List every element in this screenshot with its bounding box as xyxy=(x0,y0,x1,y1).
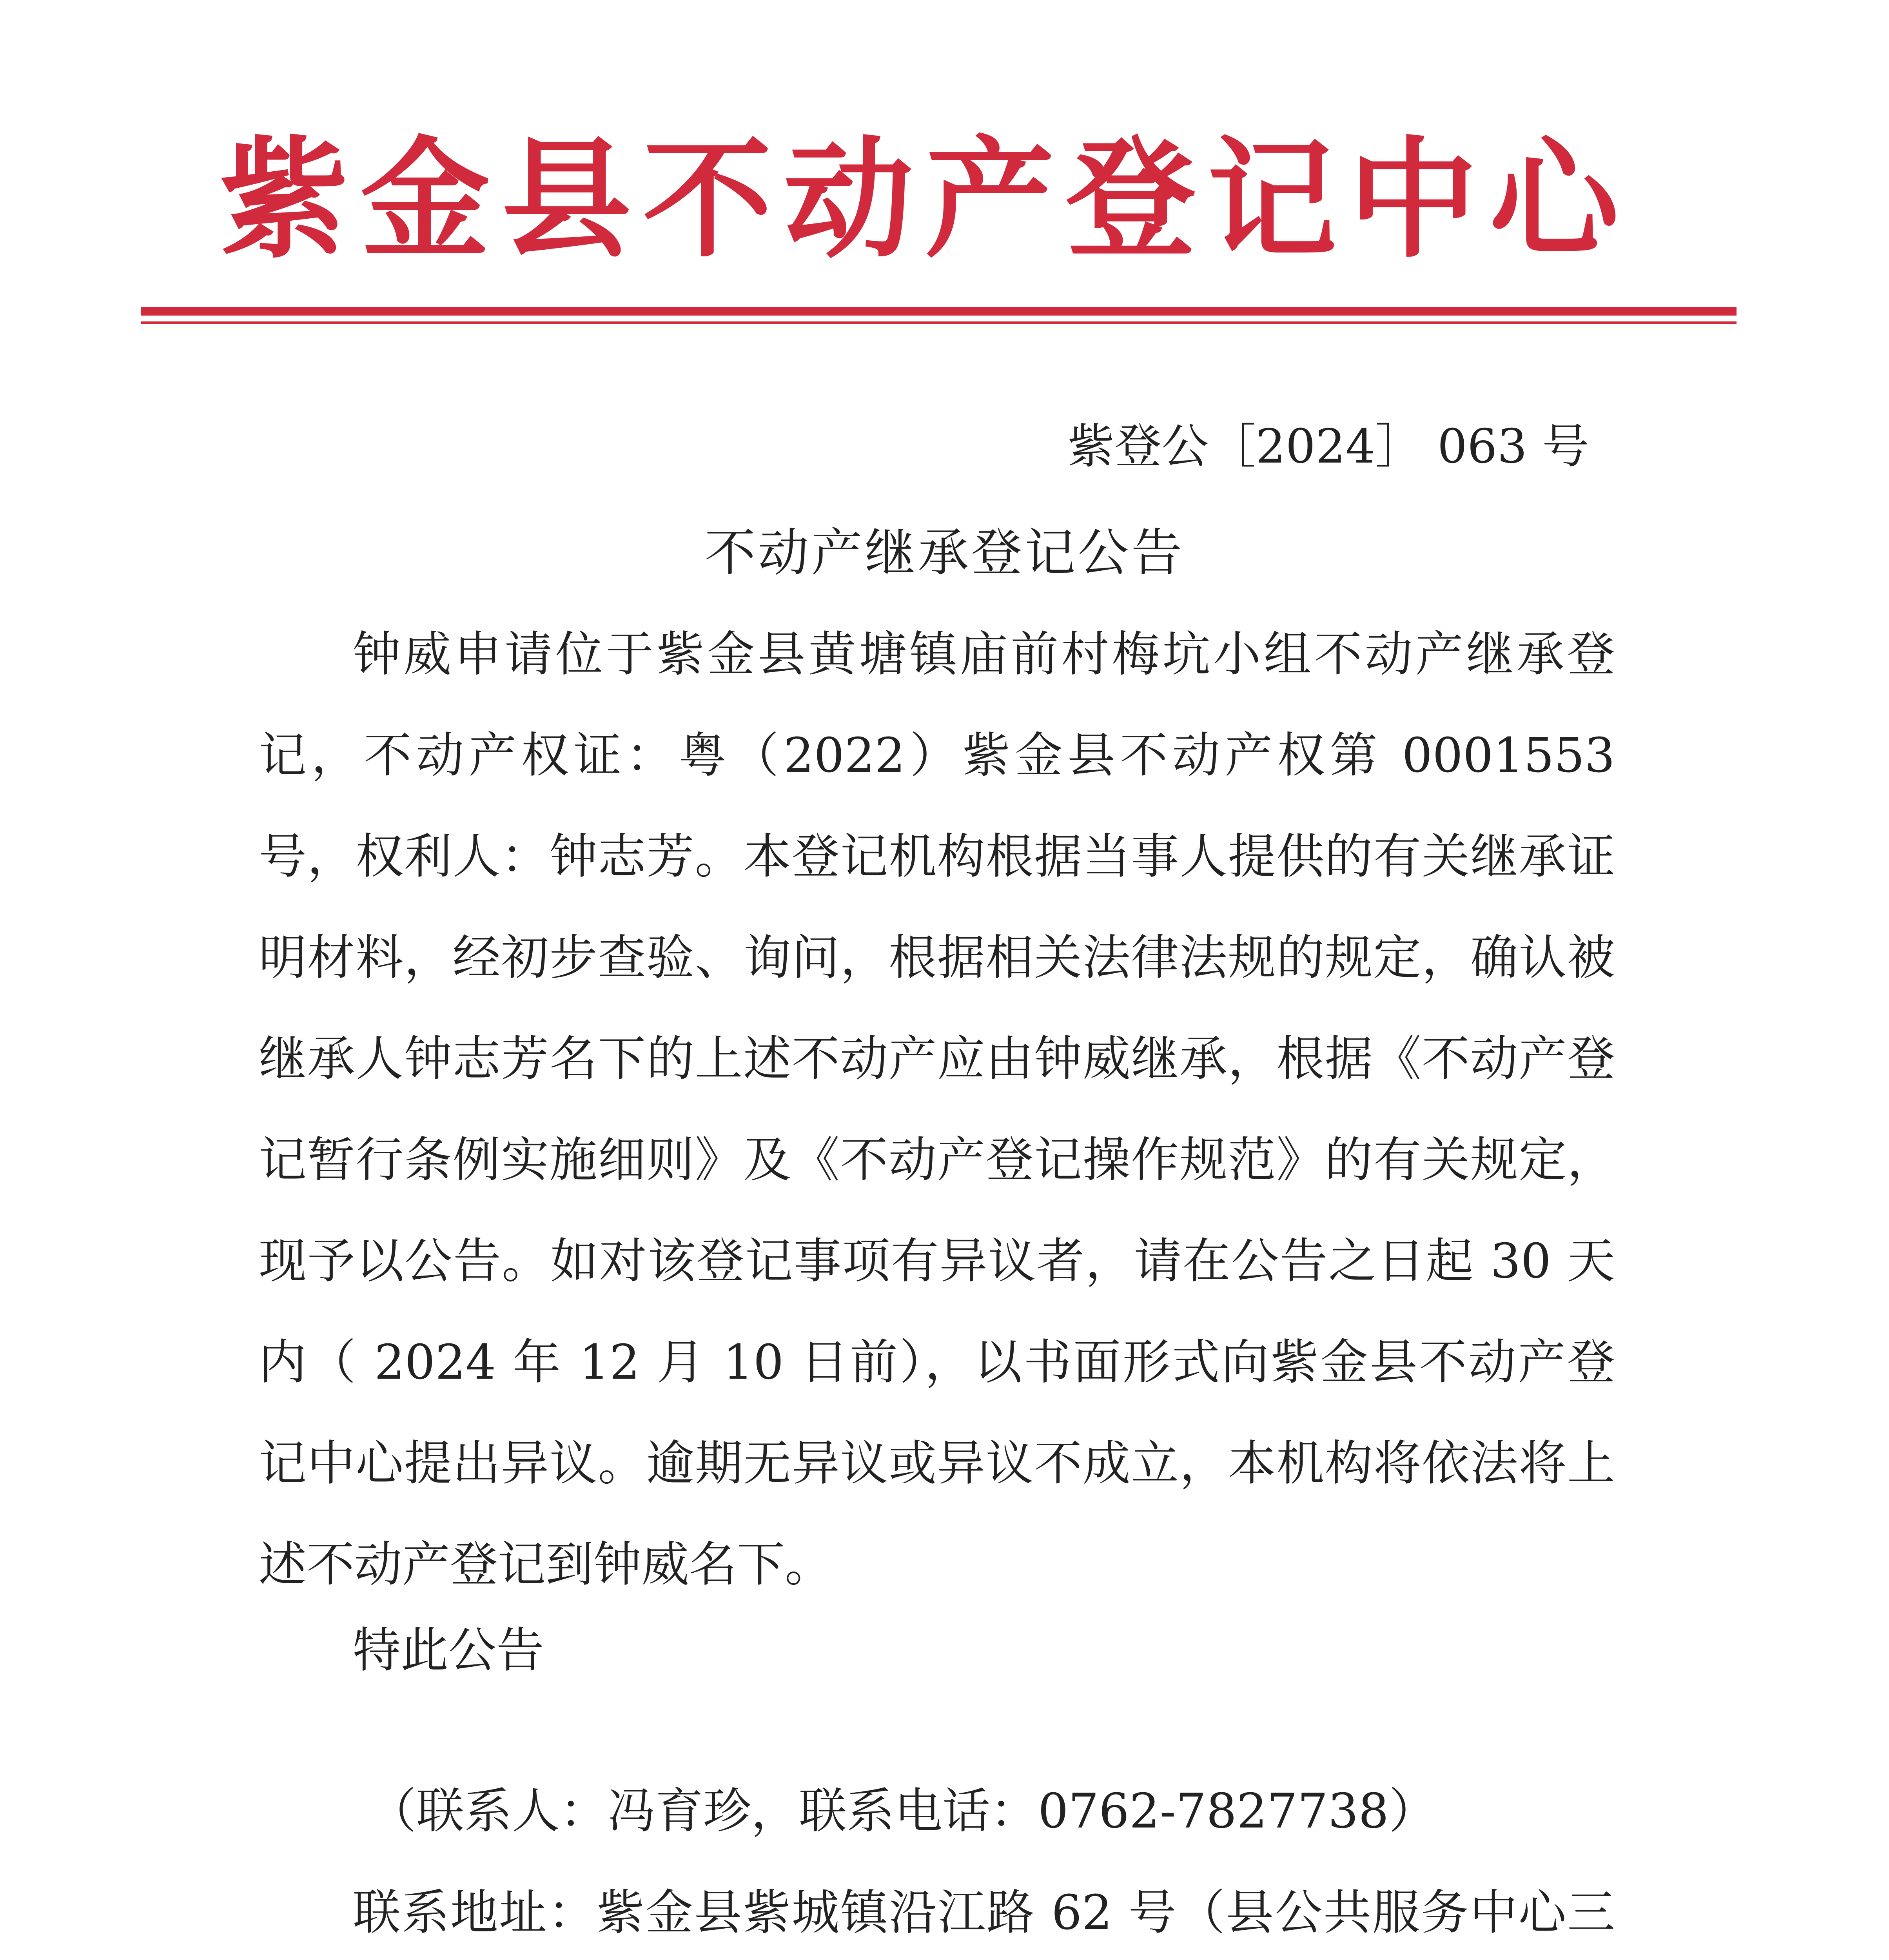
contact-info: （联系人：冯育珍，联系电话：0762-7827738） xyxy=(368,1783,1437,1839)
header-org-title: 紫金县不动产登记中心 xyxy=(220,125,1631,275)
closing-phrase: 特此公告 xyxy=(353,1622,544,1678)
notice-title: 不动产继承登记公告 xyxy=(704,523,1185,583)
contact-address: 联系地址：紫金县紫城镇沿江路 62 号（县公共服务中心三 xyxy=(353,1885,1615,1940)
document-number: 紫登公［2024］ 063 号 xyxy=(1067,419,1589,474)
notice-body: 钟威申请位于紫金县黄塘镇庙前村梅坑小组不动产继承登记，不动产权证：粤（2022）紫金县不动产权第 0001553 号，权利人：钟志芳。本登记机构根据当事人提供的有关继承证明材料，经初步查验、询问，根据相关法律法规的规定，确认被继承人钟志芳名下的上述不动产应由钟威继承，根据《不动产登记暂行条例实施细则》及《不动产登记操作规范》的有关规定，现予以公告。如对该登记事项有异议者，请在公告之日起 30 天内（ 2024 年 12 月 10 日前），以书面形式向紫金县不动产登记中心提出异议。逾期无异议或异议不成立，本机构将依法将上述不动产登记到钟威名下。 xyxy=(259,626,1615,1592)
header-rule-thick xyxy=(141,307,1737,316)
header-rule-thin xyxy=(141,321,1737,324)
